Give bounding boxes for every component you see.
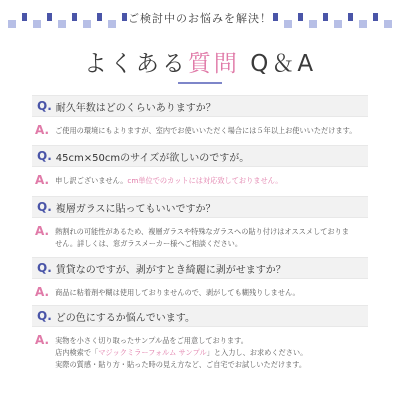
- answer-row: [32, 124, 368, 137]
- answer-row: [32, 286, 368, 299]
- title-part2: Q＆A: [239, 51, 317, 77]
- question-text: 複層ガラスに貼ってもいいですか？: [55, 203, 216, 215]
- question-mark: Q.: [37, 99, 52, 113]
- answer-row: [32, 334, 368, 371]
- answer-mark: A.: [35, 123, 50, 137]
- question-row: [32, 305, 368, 327]
- answer-mark: A.: [35, 333, 50, 347]
- answer-text: [55, 225, 349, 250]
- title-underline: [178, 82, 222, 84]
- answer-text: [55, 174, 282, 187]
- answer-line: せん。詳しくは、窓ガラスメーカー様へご相談ください。: [55, 239, 243, 248]
- answer-line: 熱割れの可能性があるため、複層ガラスや特殊なガラスへの貼り付けはオススメしておりま: [55, 227, 349, 236]
- question-mark: Q.: [37, 200, 52, 214]
- question-text: 賃貸なのですが、剥がすとき綺麗に剥がせますか？: [55, 264, 286, 276]
- answer-line-pre: 店内検索で「: [55, 348, 99, 357]
- faq-item: [32, 305, 368, 371]
- title-part1: よくある: [83, 51, 188, 77]
- faq-item: [32, 145, 368, 187]
- decorative-stripes-right: [273, 13, 392, 21]
- answer-text: ご使用の環境にもよりますが、室内でお使いいただく場合には５年以上お使いいただけます。: [55, 126, 357, 135]
- answer-text-plain: 申し訳ございません。: [55, 176, 128, 185]
- question-mark: Q.: [37, 309, 52, 323]
- question-row: [32, 257, 368, 279]
- faq-item: [32, 257, 368, 299]
- page-title: [0, 45, 400, 78]
- answer-mark: A.: [35, 285, 50, 299]
- faq-item: [32, 95, 368, 137]
- answer-line-post: 」と入力し、お求めください。: [206, 348, 308, 357]
- faq-item: [32, 196, 368, 250]
- header-band: [0, 0, 400, 32]
- question-row: [32, 145, 368, 167]
- question-text: 耐久年数はどのくらいありますか？: [55, 102, 216, 114]
- question-mark: Q.: [37, 261, 52, 275]
- question-mark: Q.: [37, 149, 52, 163]
- answer-line: 実際の質感・貼り方・貼った時の見え方など、ご自宅でお試しいただけます。: [55, 360, 307, 369]
- answer-text-highlight: cm単位でのカットには対応致しておりません。: [127, 176, 283, 185]
- answer-mark: A.: [35, 173, 50, 187]
- answer-line: [55, 347, 307, 359]
- question-row: [32, 196, 368, 218]
- title-accent: 質問: [187, 51, 240, 77]
- answer-text: 商品に粘着剤や糊は使用しておりませんので、剥がしても糊残りしません。: [55, 288, 300, 297]
- answer-row: [32, 174, 368, 187]
- question-text: どの色にするか悩んでいます。: [55, 312, 195, 324]
- answer-mark: A.: [35, 224, 50, 238]
- answer-row: [32, 225, 368, 250]
- answer-text: [55, 334, 307, 371]
- question-text: 45cm×50cmのサイズが欲しいのですが。: [55, 152, 250, 164]
- answer-line: 実物を小さく切り取ったサンプル品をご用意しております。: [55, 336, 248, 345]
- tagline: ご検討中のお悩みを解決！: [128, 12, 272, 25]
- question-row: [32, 95, 368, 117]
- answer-line-highlight: マジックミラーフォルム サンプル: [98, 348, 207, 357]
